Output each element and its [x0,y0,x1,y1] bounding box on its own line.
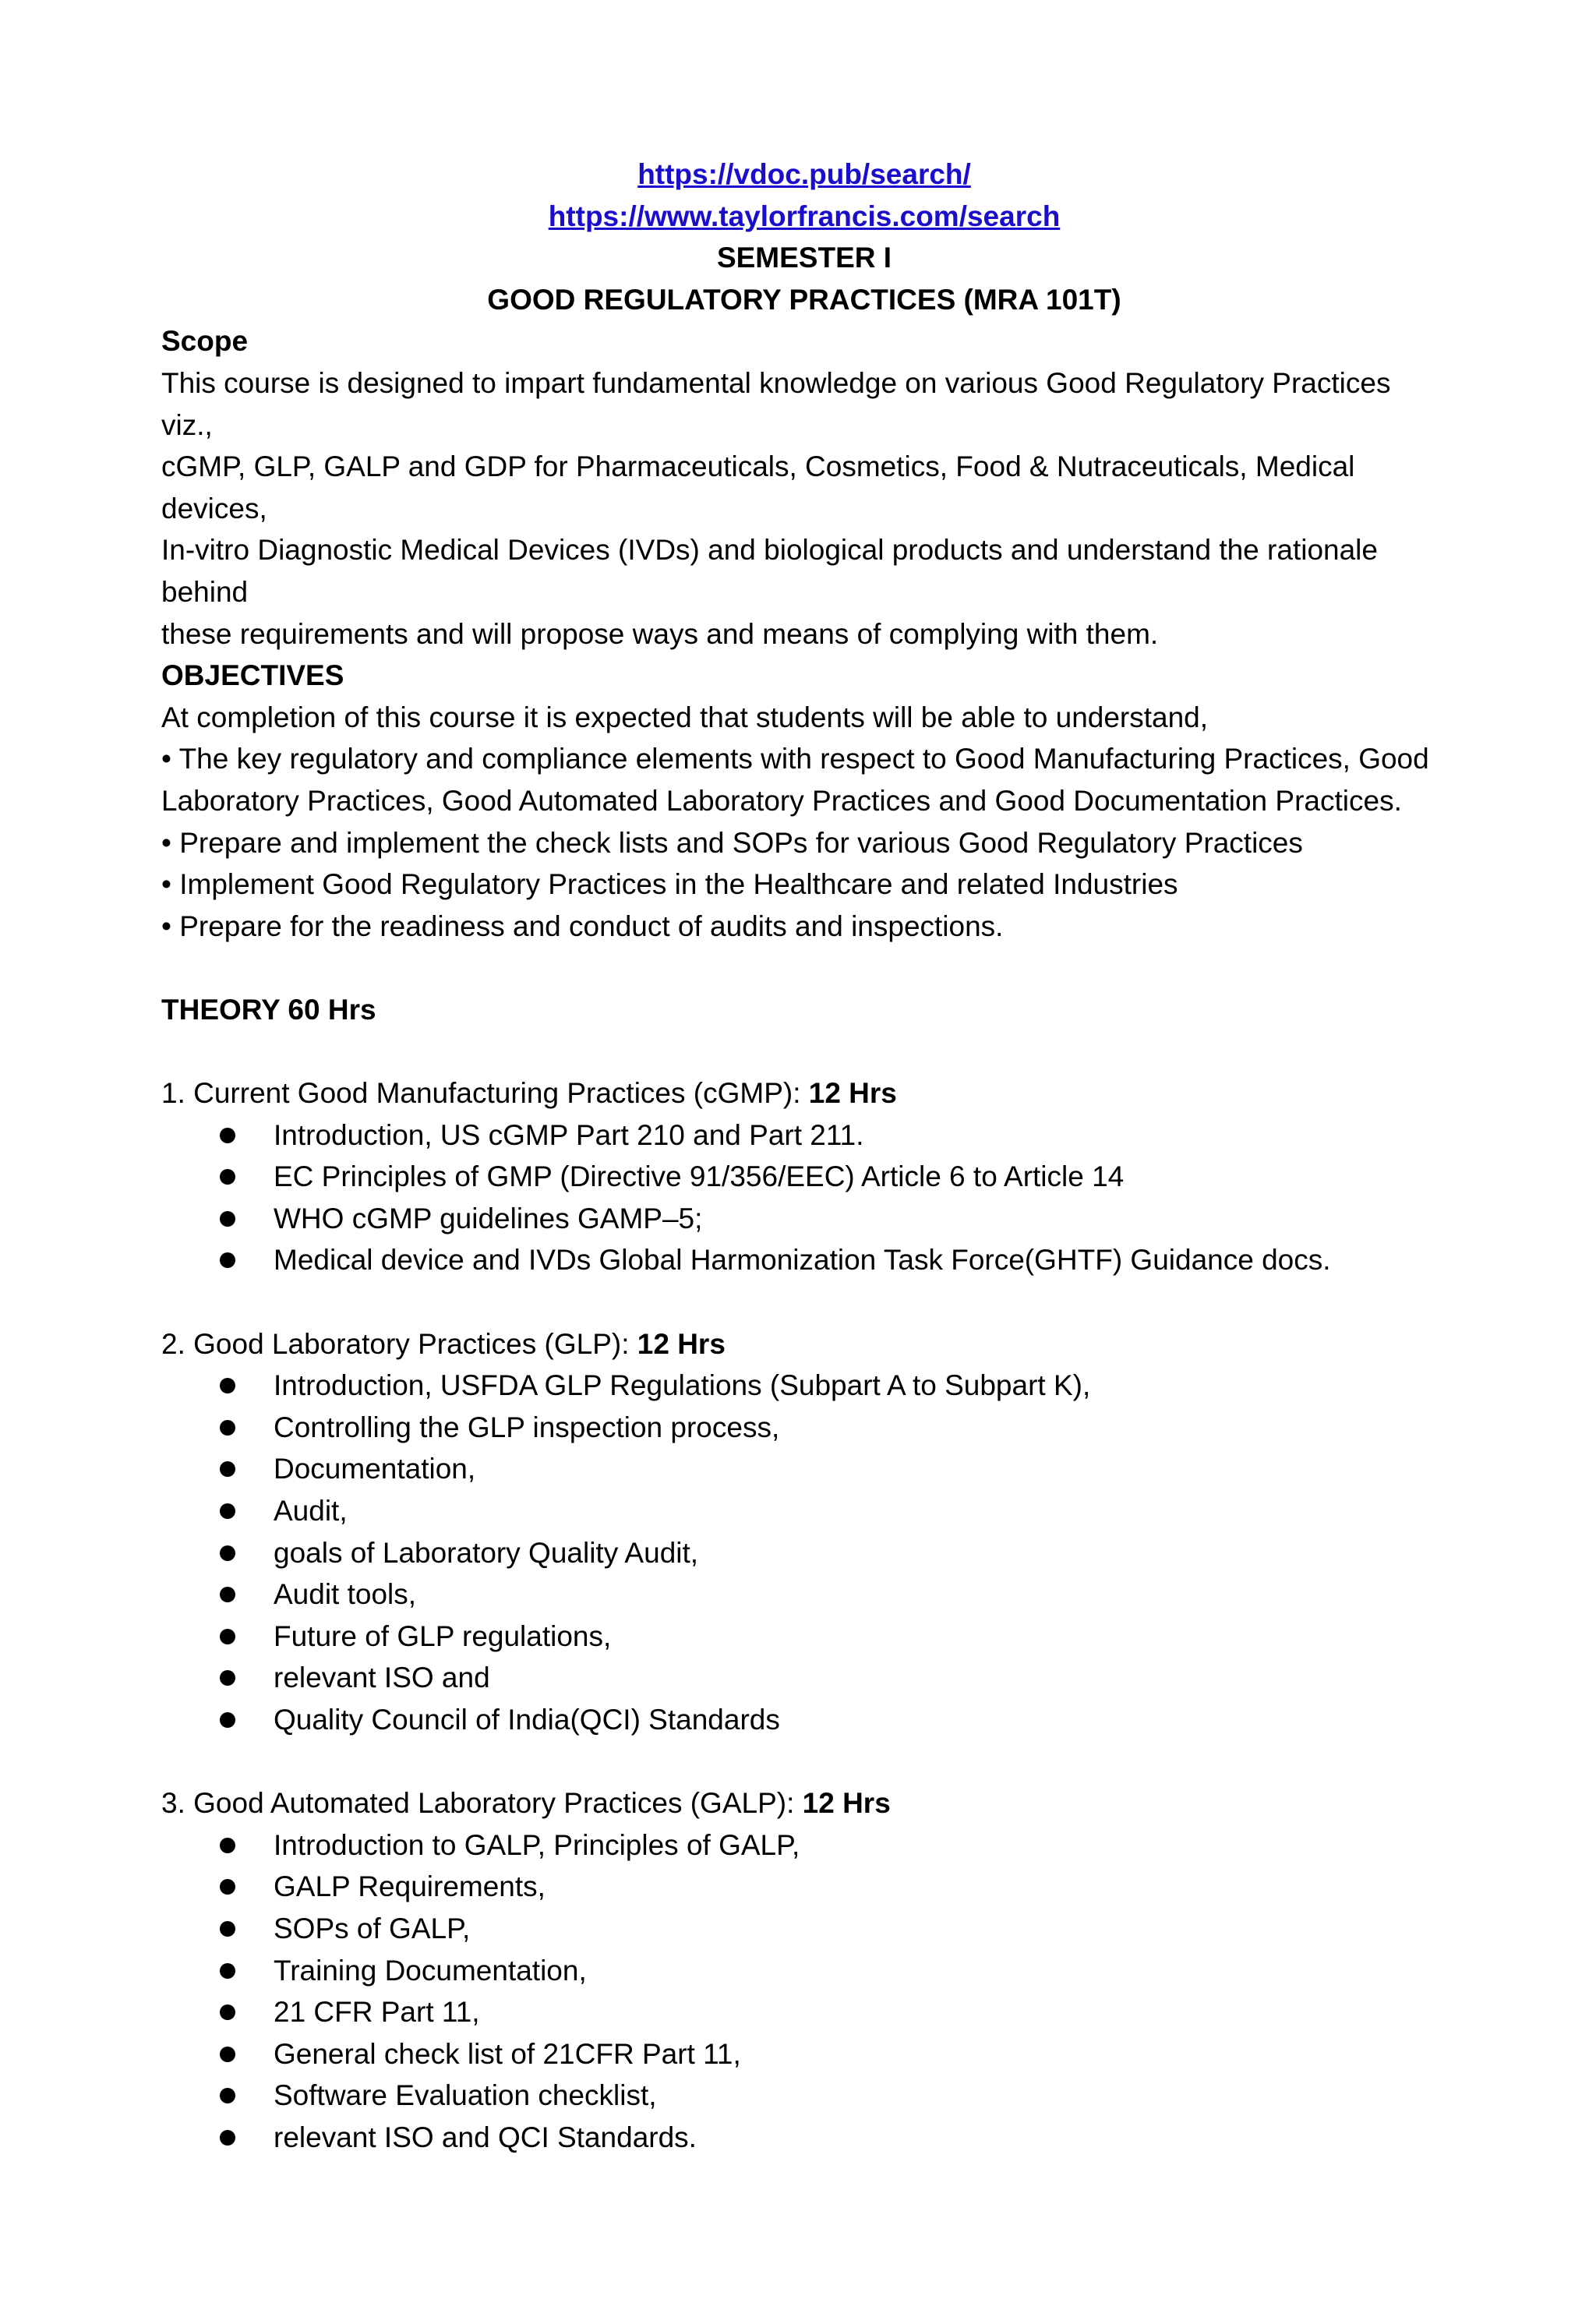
list-item: Medical device and IVDs Global Harmonization Task Force(GHTF) Guidance docs. [161,1239,1447,1281]
bullet-icon [220,1378,235,1393]
objectives-line: • Prepare for the readiness and conduct of audits and inspections. [161,909,1004,942]
unit-topic-list [161,1114,1447,1281]
bullet-icon [220,1420,235,1436]
theory-heading: THEORY 60 Hrs [161,993,376,1026]
list-item: Audit tools, [161,1573,1447,1616]
bullet-icon [220,2047,235,2062]
bullet-icon [220,1670,235,1686]
scope-line: This course is designed to impart fundamental knowledge on various Good Regulatory Practices viz., [161,366,1391,441]
bullet-icon [220,2088,235,2103]
bullet-icon [220,2004,235,2020]
bullet-icon [220,1879,235,1895]
list-item: EC Principles of GMP (Directive 91/356/EEC) Article 6 to Article 14 [161,1156,1447,1198]
unit-hours: 12 Hrs [802,1787,891,1820]
unit-title: 3. Good Automated Laboratory Practices (GALP): 12 Hrs [161,1787,891,1820]
bullet-icon [220,1629,235,1644]
objectives-line: • Implement Good Regulatory Practices in the Healthcare and related Industries [161,868,1178,901]
bullet-icon [220,1169,235,1185]
bullet-icon [220,1252,235,1268]
bullet-icon [220,1503,235,1519]
vdoc-search-link[interactable]: https://vdoc.pub/search/ [637,158,971,190]
list-item: Training Documentation, [161,1950,1447,1992]
bullet-icon [220,1211,235,1227]
bullet-icon [220,1545,235,1561]
bullet-icon [220,1921,235,1937]
scope-line: these requirements and will propose ways and means of complying with them. [161,617,1159,650]
objectives-line: • The key regulatory and compliance elements with respect to Good Manufacturing Practices, Good [161,743,1429,775]
scope-heading: Scope [161,325,249,358]
list-item: General check list of 21CFR Part 11, [161,2033,1447,2075]
objectives-section [161,655,1447,947]
list-item: Documentation, [161,1448,1447,1490]
spacer [161,947,1447,989]
course-title: GOOD REGULATORY PRACTICES (MRA 101T) [487,283,1121,316]
list-item: Quality Council of India(QCI) Standards [161,1699,1447,1741]
bullet-icon [220,1963,235,1979]
list-item: Introduction, USFDA GLP Regulations (Subpart A to Subpart K), [161,1365,1447,1407]
semester-title: SEMESTER I [716,242,892,274]
unit-hours: 12 Hrs [808,1077,897,1110]
list-item: Software Evaluation checklist, [161,2075,1447,2117]
list-item: SOPs of GALP, [161,1908,1447,1950]
objectives-line: At completion of this course it is expected that students will be able to understand, [161,701,1209,733]
document-page [161,154,1447,2159]
list-item: relevant ISO and QCI Standards. [161,2117,1447,2159]
unit-hours: 12 Hrs [637,1327,726,1360]
list-item: WHO cGMP guidelines GAMP–5; [161,1198,1447,1240]
bullet-icon [220,1461,235,1477]
bullet-icon [220,1838,235,1853]
scope-line: In-vitro Diagnostic Medical Devices (IVDs) and biological products and understand the rationale behind [161,534,1378,608]
bullet-icon [220,1587,235,1602]
list-item: relevant ISO and [161,1657,1447,1699]
list-item: Introduction to GALP, Principles of GALP, [161,1824,1447,1867]
taylorfrancis-search-link[interactable]: https://www.taylorfrancis.com/search [548,200,1061,232]
unit-section-cgmp [161,1072,1447,1281]
spacer [161,1281,1447,1323]
bullet-icon [220,1712,235,1728]
list-item: Audit, [161,1490,1447,1532]
objectives-line: • Prepare and implement the check lists and SOPs for various Good Regulatory Practices [161,826,1303,859]
unit-section-galp [161,1782,1447,2158]
list-item: 21 CFR Part 11, [161,1991,1447,2033]
unit-topic-list [161,1365,1447,1740]
list-item: goals of Laboratory Quality Audit, [161,1532,1447,1574]
unit-section-glp [161,1323,1447,1741]
unit-title: 1. Current Good Manufacturing Practices (cGMP): 12 Hrs [161,1077,897,1110]
spacer [161,1030,1447,1072]
objectives-heading: OBJECTIVES [161,659,344,692]
objectives-line: Laboratory Practices, Good Automated Laboratory Practices and Good Documentation Practices. [161,784,1402,817]
unit-title: 2. Good Laboratory Practices (GLP): 12 Hrs [161,1327,726,1360]
bullet-icon [220,1128,235,1143]
scope-line: cGMP, GLP, GALP and GDP for Pharmaceuticals, Cosmetics, Food & Nutraceuticals, Medical devices, [161,450,1355,524]
list-item: GALP Requirements, [161,1866,1447,1908]
list-item: Introduction, US cGMP Part 210 and Part 211. [161,1114,1447,1157]
list-item: Future of GLP regulations, [161,1616,1447,1658]
bullet-icon [220,2130,235,2146]
document-header [146,154,1463,320]
list-item: Controlling the GLP inspection process, [161,1407,1447,1449]
scope-section [161,320,1447,655]
spacer [161,1741,1447,1783]
unit-topic-list [161,1824,1447,2159]
